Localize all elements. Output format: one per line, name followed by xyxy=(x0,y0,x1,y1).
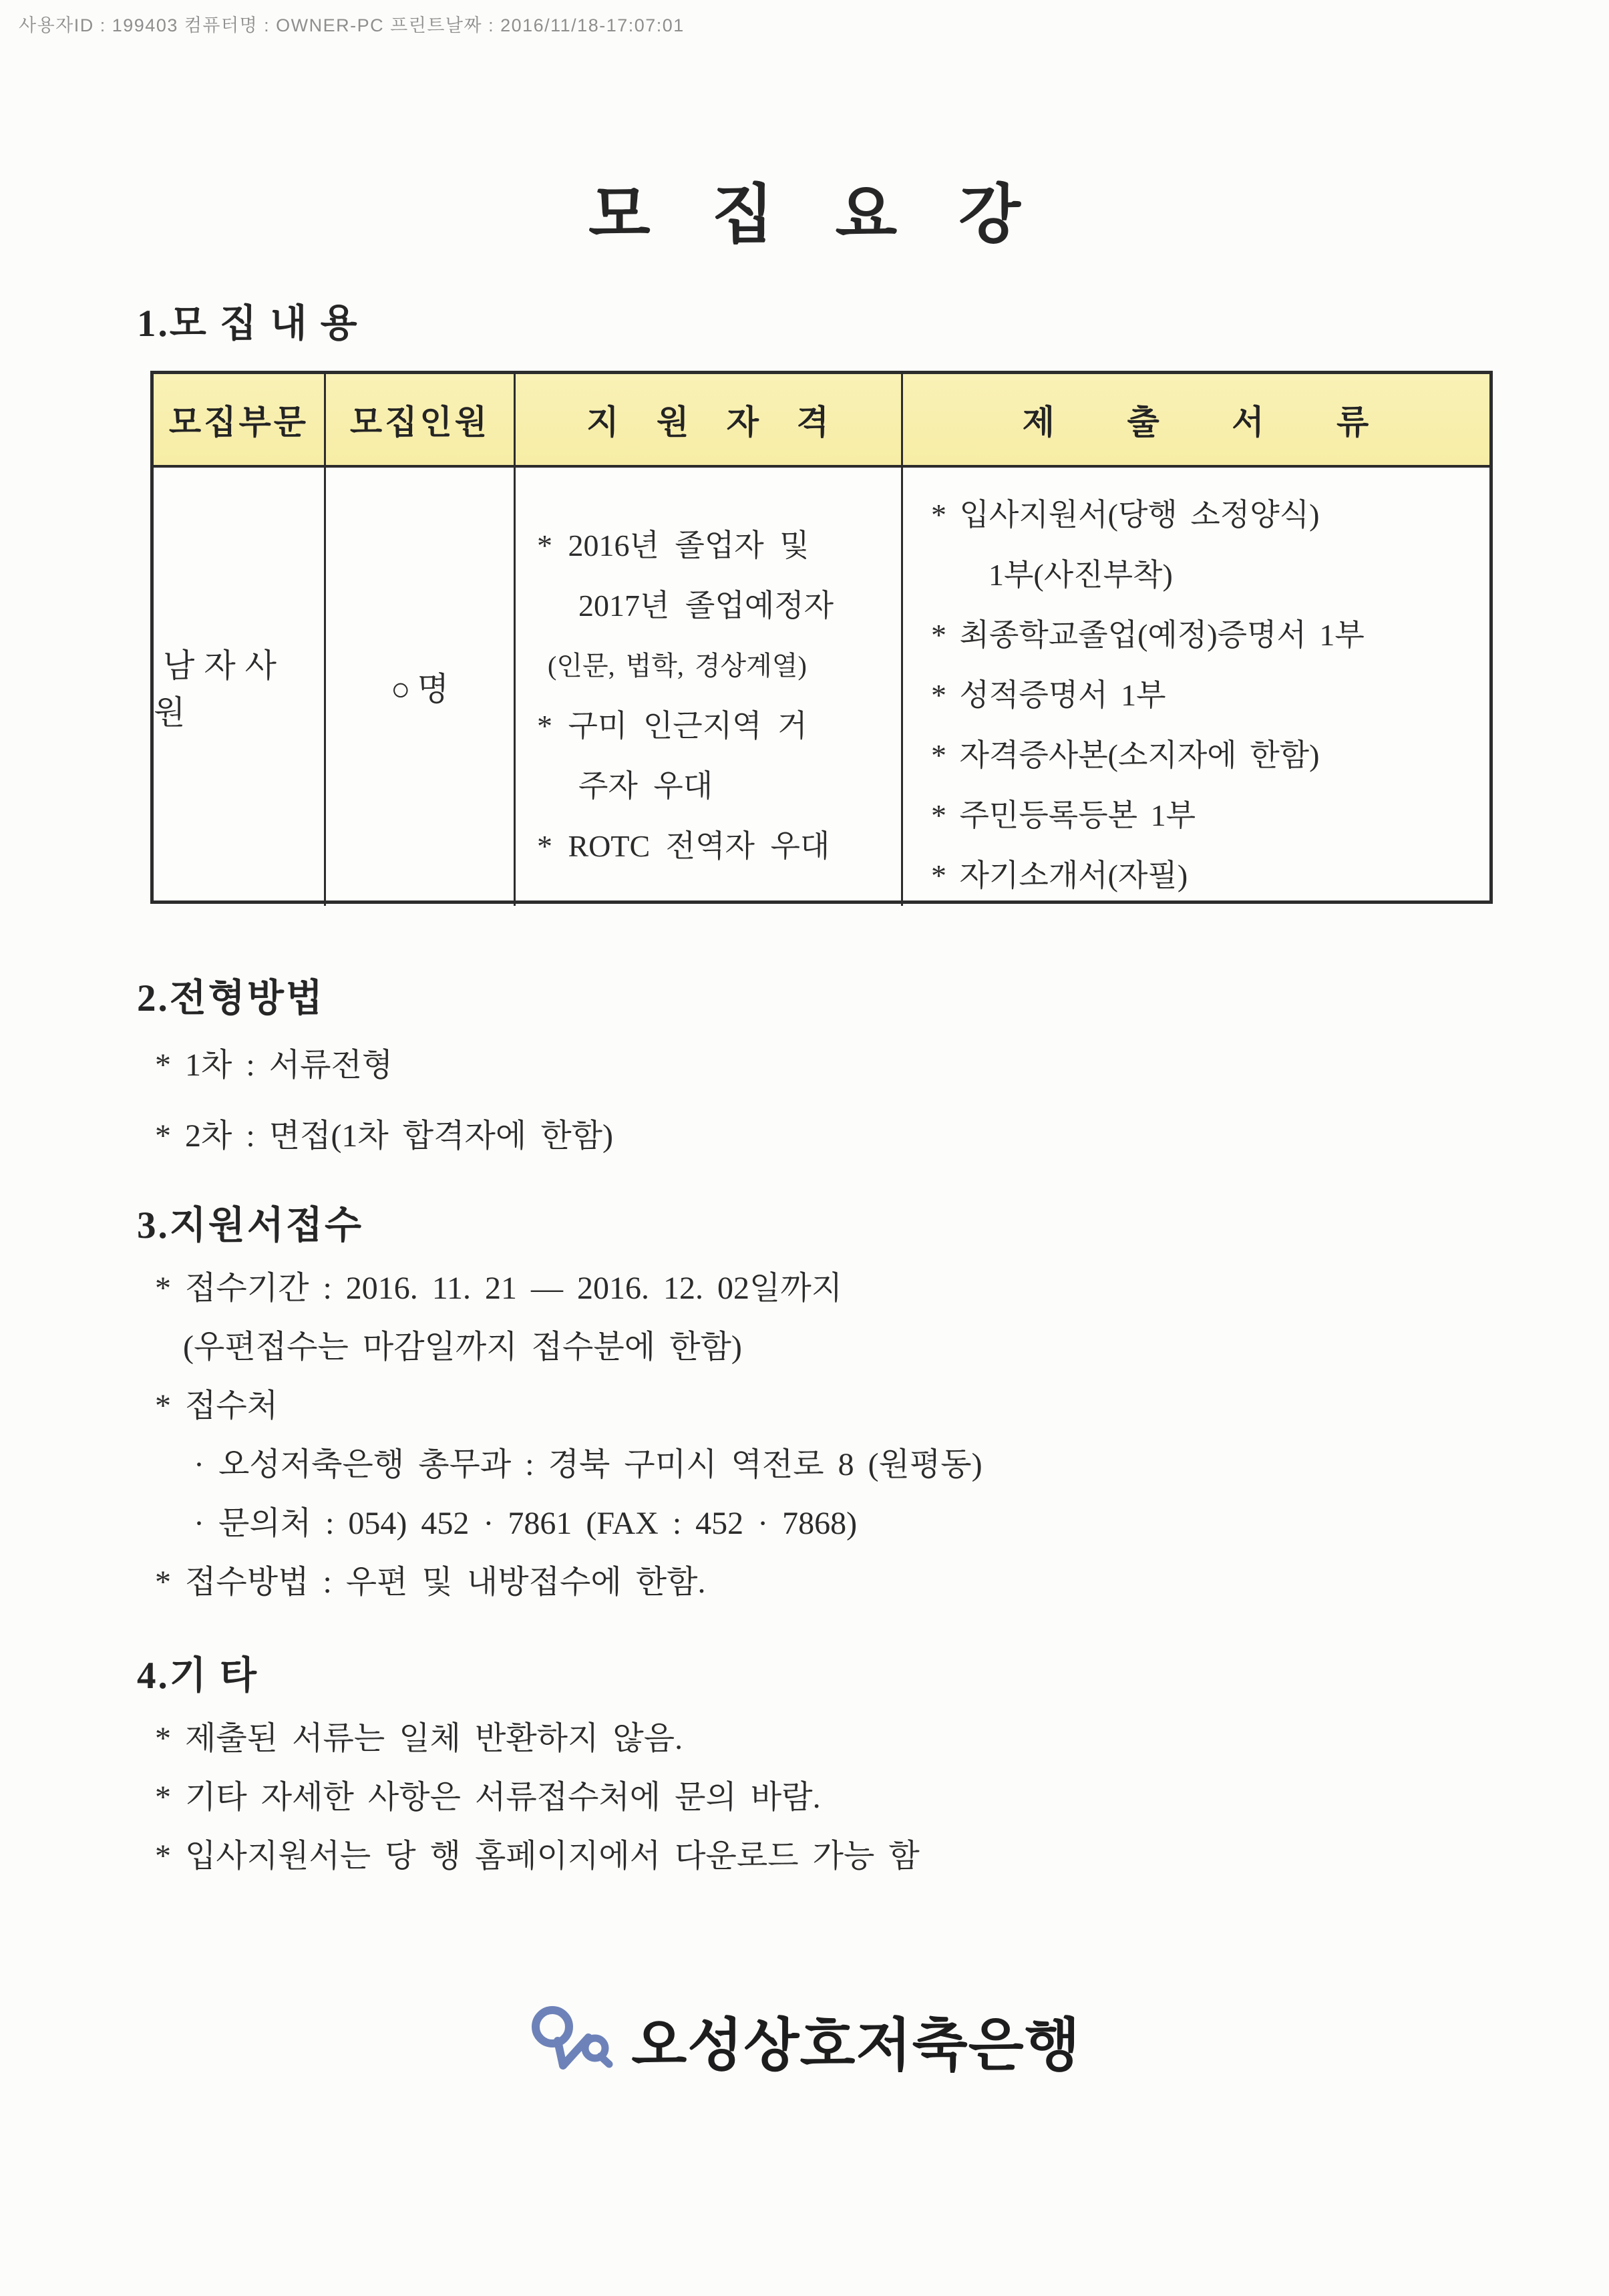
etc-line: * 기타 자세한 사항은 서류접수처에 문의 바람. xyxy=(155,1780,821,1815)
document-line: * 주민등록등본 1부 xyxy=(931,798,1196,832)
section-etc-lines xyxy=(155,1719,920,1896)
recruitment-table xyxy=(150,371,1493,904)
method-line: * 1차 : 서류전형 xyxy=(155,1047,393,1083)
column-header-part: 모집부문 xyxy=(154,374,326,465)
method-line: * 2차 : 면접(1차 합격자에 한함) xyxy=(155,1118,613,1154)
section-heading-application: 3.지원서접수 xyxy=(137,1204,364,1247)
section-method-lines xyxy=(155,1046,613,1188)
document-title: 모 집 요 강 xyxy=(588,179,1043,251)
bank-name: 오성상호저축은행 xyxy=(631,2013,1081,2078)
application-line: * 접수방법 : 우편 및 내방접수에 한함. xyxy=(155,1565,706,1600)
qualification-line: (인문, 법학, 경상계열) xyxy=(548,651,807,681)
qualification-line: 2017년 졸업예정자 xyxy=(578,589,834,623)
application-line: · 문의처 : 054) 452 · 7861 (FAX : 452 · 7868) xyxy=(194,1506,858,1541)
section-application-lines xyxy=(155,1269,982,1622)
cell-qualifications xyxy=(516,468,903,906)
etc-line: * 입사지원서는 당 행 홈페이지에서 다운로드 가능 함 xyxy=(155,1838,920,1874)
table-header-row xyxy=(154,374,1489,468)
document-line: 1부(사진부착) xyxy=(989,558,1173,592)
qualification-line: * 2016년 졸업자 및 xyxy=(537,528,810,562)
recruit-count-value: ○명 xyxy=(391,671,456,707)
qualification-line: * 구미 인근지역 거 xyxy=(537,709,808,743)
column-header-documents: 제 출 서 류 xyxy=(1022,403,1371,441)
application-line: · 오성저축은행 총무과 : 경북 구미시 역전로 8 (원평동) xyxy=(194,1447,982,1482)
section-heading-recruitment: 1.모 집 내 용 xyxy=(137,303,359,345)
document-line: * 최종학교졸업(예정)증명서 1부 xyxy=(931,618,1365,652)
application-line: * 접수기간 : 2016. 11. 21 — 2016. 12. 02일까지 xyxy=(155,1271,843,1306)
section-heading-method: 2.전형방법 xyxy=(137,977,325,1019)
recruit-part-value: 남자사원 xyxy=(154,647,287,731)
column-header-count: 모집인원 xyxy=(326,374,516,465)
cell-recruit-part xyxy=(154,468,326,906)
application-line: * 접수처 xyxy=(155,1388,279,1424)
document-line: * 성적증명서 1부 xyxy=(931,678,1166,712)
application-line: (우편접수는 마감일까지 접수분에 한함) xyxy=(183,1329,742,1365)
document-line: * 자기소개서(자필) xyxy=(931,858,1188,892)
column-header-qualification: 지 원 자 격 xyxy=(516,374,903,465)
qualification-line: * ROTC 전역자 우대 xyxy=(537,829,830,863)
document-line: * 자격증사본(소지자에 한함) xyxy=(931,738,1320,772)
table-body-row xyxy=(154,468,1489,900)
etc-line: * 제출된 서류는 일체 반환하지 않음. xyxy=(155,1721,683,1756)
print-meta-line: 사용자ID : 199403 컴퓨터명 : OWNER-PC 프린트날짜 : 2016/11/18-17:07:01 xyxy=(19,15,685,35)
qualification-line: 주자 우대 xyxy=(578,769,713,803)
bank-logo-icon xyxy=(528,2004,616,2076)
section-heading-etc: 4.기 타 xyxy=(137,1655,259,1697)
cell-documents xyxy=(903,468,1489,906)
cell-recruit-count xyxy=(326,468,516,906)
document-line: * 입사지원서(당행 소정양식) xyxy=(931,498,1320,532)
footer-bank-logo xyxy=(0,1999,1609,2082)
